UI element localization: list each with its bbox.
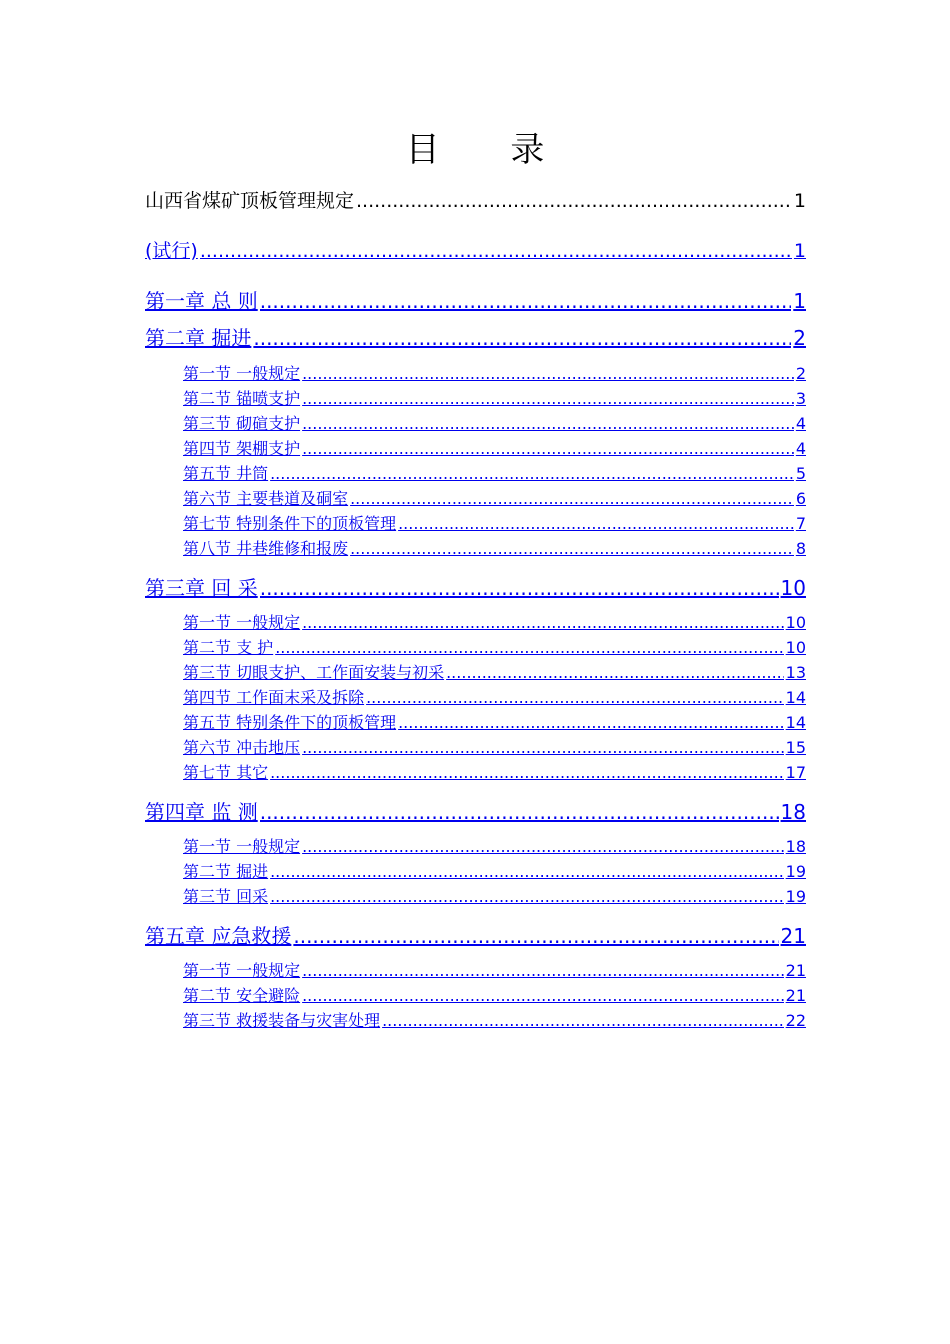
dot-leader <box>446 663 784 682</box>
toc-entry[interactable] <box>183 486 806 508</box>
toc-entry[interactable] <box>183 958 806 980</box>
toc-entry-page-number: 21 <box>785 961 806 980</box>
dot-leader <box>302 961 784 980</box>
dot-leader <box>270 464 794 483</box>
toc-entry[interactable] <box>183 859 806 881</box>
toc-entry <box>145 186 806 212</box>
toc-entry[interactable] <box>183 635 806 657</box>
dot-leader <box>302 414 794 433</box>
dot-leader <box>350 489 794 508</box>
dot-leader <box>302 364 794 383</box>
toc-entry-label: 第三节 切眼支护、工作面安装与初采 <box>183 663 445 682</box>
toc-entry[interactable] <box>183 436 806 458</box>
toc-entry-label: 第一节 一般规定 <box>183 364 301 383</box>
dot-leader <box>253 326 791 350</box>
toc-entry-page-number: 1 <box>793 240 806 262</box>
page-title: 目 录 <box>405 130 575 170</box>
toc-entry[interactable] <box>183 983 806 1005</box>
toc-entry-page-number: 19 <box>785 862 806 881</box>
toc-entry-page-number: 13 <box>785 663 806 682</box>
toc-entry[interactable] <box>145 285 806 313</box>
dot-leader <box>270 862 784 881</box>
toc-entry-label: 第五节 井筒 <box>183 464 269 483</box>
toc-entry-page-number: 18 <box>780 800 806 824</box>
dot-leader <box>260 289 792 313</box>
toc-entry-label: 第二节 锚喷支护 <box>183 389 301 408</box>
toc-entry-label: 第一节 一般规定 <box>183 613 301 632</box>
dot-leader <box>366 688 784 707</box>
toc-entry[interactable] <box>183 834 806 856</box>
toc-entry-page-number: 2 <box>793 326 806 350</box>
toc-entry-label: 第七节 特别条件下的顶板管理 <box>183 514 397 533</box>
toc-entry-label: 第三节 回采 <box>183 887 269 906</box>
toc-entry-label: 山西省煤矿顶板管理规定 <box>145 190 355 212</box>
toc-entry-page-number: 10 <box>785 613 806 632</box>
dot-leader <box>302 613 784 632</box>
dot-leader <box>260 576 779 600</box>
toc-entry[interactable] <box>183 710 806 732</box>
toc-entry[interactable] <box>183 386 806 408</box>
toc-entry[interactable] <box>145 322 806 350</box>
toc-entry-label: 第六节 冲击地压 <box>183 738 301 757</box>
dot-leader <box>275 638 783 657</box>
toc-entry[interactable] <box>183 411 806 433</box>
toc-entry-label: 第八节 井巷维修和报废 <box>183 539 349 558</box>
toc-entry-label: 第一章 总 则 <box>145 289 258 313</box>
toc-entry-page-number: 7 <box>795 514 806 533</box>
dot-leader <box>260 800 779 824</box>
toc-entry[interactable] <box>183 610 806 632</box>
toc-entry-label: 第三节 砌碹支护 <box>183 414 301 433</box>
dot-leader <box>382 1011 784 1030</box>
toc-entry-page-number: 4 <box>795 414 806 433</box>
dot-leader <box>356 190 792 212</box>
toc-entry[interactable] <box>145 236 806 262</box>
dot-leader <box>398 713 784 732</box>
dot-leader <box>293 924 778 948</box>
toc-entry-label: 第二节 掘进 <box>183 862 269 881</box>
toc-entry-label: 第六节 主要巷道及硐室 <box>183 489 349 508</box>
dot-leader <box>270 887 784 906</box>
toc-entry-page-number: 21 <box>780 924 806 948</box>
toc-entry[interactable] <box>183 660 806 682</box>
toc-entry[interactable] <box>183 461 806 483</box>
dot-leader <box>302 986 784 1005</box>
toc-entry-label: 第一节 一般规定 <box>183 961 301 980</box>
toc-entry-label: 第三节 救援装备与灾害处理 <box>183 1011 381 1030</box>
toc-entry-label: (试行) <box>145 240 198 262</box>
toc-entry[interactable] <box>183 361 806 383</box>
toc-entry[interactable] <box>145 572 806 600</box>
toc-entry-page-number: 10 <box>785 638 806 657</box>
toc-entry-label: 第三章 回 采 <box>145 576 258 600</box>
dot-leader <box>270 763 784 782</box>
toc-entry-label: 第七节 其它 <box>183 763 269 782</box>
toc-entry-page-number: 17 <box>785 763 806 782</box>
toc-entry[interactable] <box>183 760 806 782</box>
toc-entry-page-number: 14 <box>785 713 806 732</box>
toc-entry[interactable] <box>183 884 806 906</box>
dot-leader <box>200 240 792 262</box>
toc-entry-label: 第二节 支 护 <box>183 638 274 657</box>
toc-entry-page-number: 10 <box>780 576 806 600</box>
toc-entry[interactable] <box>145 796 806 824</box>
toc-entry[interactable] <box>183 536 806 558</box>
toc-entry-label: 第二章 掘进 <box>145 326 252 350</box>
toc-entry-label: 第四节 工作面末采及拆除 <box>183 688 365 707</box>
dot-leader <box>302 738 784 757</box>
toc-entry-page-number: 15 <box>785 738 806 757</box>
toc-entry-label: 第五节 特别条件下的顶板管理 <box>183 713 397 732</box>
dot-leader <box>302 439 794 458</box>
toc-entry-page-number: 3 <box>795 389 806 408</box>
dot-leader <box>302 389 794 408</box>
toc-entry-label: 第四章 监 测 <box>145 800 258 824</box>
toc-entry-label: 第二节 安全避险 <box>183 986 301 1005</box>
toc-entry-label: 第五章 应急救援 <box>145 924 292 948</box>
toc-entry-page-number: 18 <box>785 837 806 856</box>
toc-entry[interactable] <box>183 685 806 707</box>
toc-entry-page-number: 4 <box>795 439 806 458</box>
toc-entry-page-number: 21 <box>785 986 806 1005</box>
toc-entry-page-number: 8 <box>795 539 806 558</box>
toc-entry-page-number: 22 <box>785 1011 806 1030</box>
toc-entry[interactable] <box>183 735 806 757</box>
dot-leader <box>350 539 794 558</box>
toc-entry[interactable] <box>183 1008 806 1030</box>
toc-entry-page-number: 2 <box>795 364 806 383</box>
dot-leader <box>398 514 794 533</box>
toc-entry[interactable] <box>183 511 806 533</box>
toc-entry-page-number: 14 <box>785 688 806 707</box>
toc-entry-page-number: 6 <box>795 489 806 508</box>
toc-entry-label: 第四节 架棚支护 <box>183 439 301 458</box>
toc-entry-page-number: 1 <box>793 190 806 212</box>
toc-entry[interactable] <box>145 920 806 948</box>
toc-entry-page-number: 19 <box>785 887 806 906</box>
toc-entry-page-number: 1 <box>793 289 806 313</box>
toc-entry-page-number: 5 <box>795 464 806 483</box>
dot-leader <box>302 837 784 856</box>
toc-entry-label: 第一节 一般规定 <box>183 837 301 856</box>
